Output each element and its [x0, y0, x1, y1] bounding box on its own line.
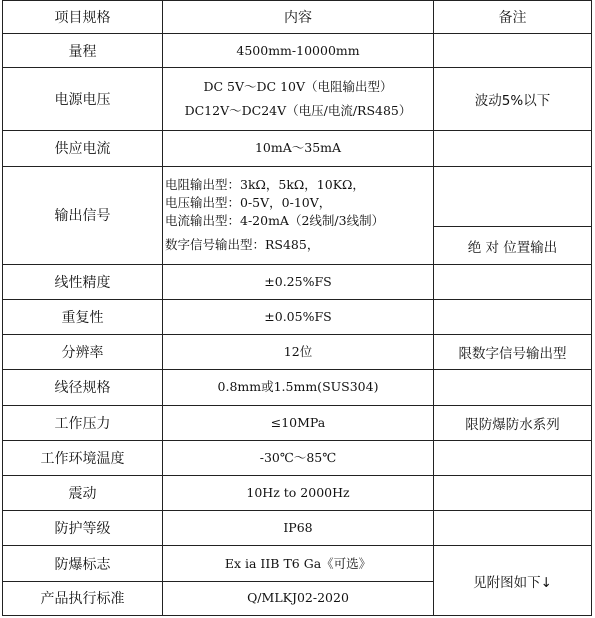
table-row [3, 511, 592, 546]
row-label-working-pressure: 工作压力 [3, 405, 163, 440]
table-row [3, 68, 592, 130]
header-content: 内容 [163, 1, 434, 34]
row-label-supply-voltage: 电源电压 [3, 68, 163, 130]
row-label-protection-class: 防护等级 [3, 511, 163, 546]
note-output-signal: 绝 对 位置输出 [434, 227, 592, 264]
row-value-linearity: ±0.25%FS [163, 264, 434, 299]
row-label-range: 量程 [3, 34, 163, 68]
row-note-empty [434, 130, 592, 166]
row-label-resolution: 分辨率 [3, 335, 163, 370]
table-row [3, 167, 592, 227]
row-value-ambient-temperature: -30℃～85℃ [163, 440, 434, 475]
row-value-vibration: 10Hz to 2000Hz [163, 475, 434, 510]
row-note-empty [434, 167, 592, 227]
header-row [3, 1, 592, 34]
row-label-linearity: 线性精度 [3, 264, 163, 299]
row-label-explosion-proof: 防爆标志 [3, 546, 163, 581]
table-row [3, 34, 592, 68]
header-item: 项目规格 [3, 1, 163, 34]
table-row [3, 475, 592, 510]
row-note-empty [434, 34, 592, 68]
row-value-output-signal: 电阻输出型：3kΩ，5kΩ，10KΩ， 电压输出型：0-5V，0-10V， 电流输出型：4-20mA（2线制/3线制） 数字信号输出型：RS485， [163, 167, 434, 265]
row-value-supply-current: 10mA～35mA [163, 130, 434, 166]
row-note-empty [434, 511, 592, 546]
row-value-supply-voltage: DC 5V～DC 10V（电阻输出型） DC12V～DC24V（电压/电流/RS485） [163, 68, 434, 130]
row-label-wire-spec: 线径规格 [3, 370, 163, 405]
row-note-empty [434, 299, 592, 334]
row-value-wire-spec: 0.8mm或1.5mm(SUS304) [163, 370, 434, 405]
spec-table [2, 0, 592, 616]
table-row [3, 370, 592, 405]
table-row [3, 440, 592, 475]
table-row [3, 405, 592, 440]
row-note-empty [434, 440, 592, 475]
row-note-empty [434, 475, 592, 510]
table-row [3, 130, 592, 166]
row-value-range: 4500mm-10000mm [163, 34, 434, 68]
row-label-ambient-temperature: 工作环境温度 [3, 440, 163, 475]
note-working-pressure: 限防爆防水系列 [434, 405, 592, 440]
row-label-supply-current: 供应电流 [3, 130, 163, 166]
table-row [3, 546, 592, 581]
row-label-repeatability: 重复性 [3, 299, 163, 334]
row-value-repeatability: ±0.05%FS [163, 299, 434, 334]
row-value-resolution: 12位 [163, 335, 434, 370]
row-value-explosion-proof: Ex ia IIB T6 Ga《可选》 [163, 546, 434, 581]
row-value-working-pressure: ≤10MPa [163, 405, 434, 440]
note-resolution: 限数字信号输出型 [434, 335, 592, 370]
row-note-empty [434, 370, 592, 405]
row-value-protection-class: IP68 [163, 511, 434, 546]
row-label-standard: 产品执行标准 [3, 581, 163, 615]
row-label-vibration: 震动 [3, 475, 163, 510]
header-notes: 备注 [434, 1, 592, 34]
table-row [3, 335, 592, 370]
note-supply-voltage: 波动5%以下 [434, 68, 592, 130]
note-explosion-proof: 见附图如下↓ [434, 546, 592, 616]
row-note-empty [434, 264, 592, 299]
row-label-output-signal: 输出信号 [3, 167, 163, 265]
row-value-standard: Q/MLKJ02-2020 [163, 581, 434, 615]
table-row [3, 264, 592, 299]
table-row [3, 299, 592, 334]
